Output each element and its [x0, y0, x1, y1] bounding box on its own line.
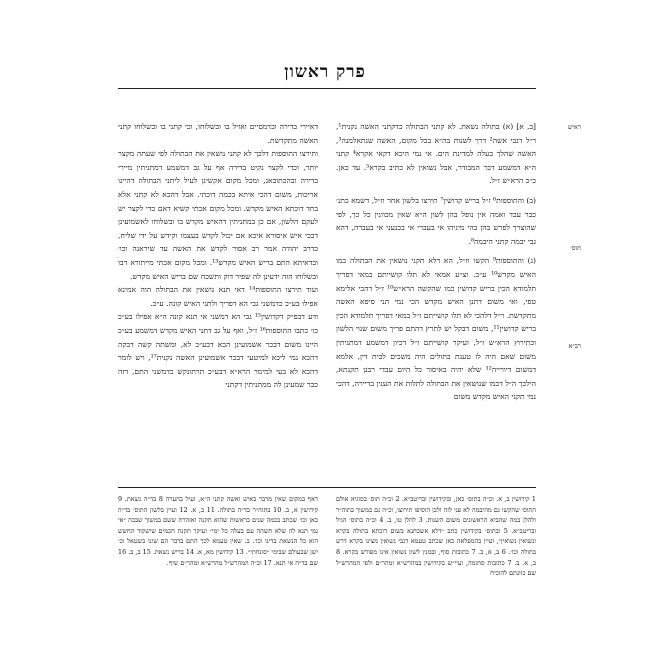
margin-label-rosh: ראיש	[567, 123, 581, 131]
margin-label-tosafot: תוס׳	[570, 244, 581, 252]
footnote-rule	[118, 487, 536, 488]
paragraph: [ב, א] (א) בתולה נשאת. לא קתני הבתולה כדקתני האשה נקנית¹, ר״ל דגבי אשה² דרך לשנות בה״א בכל מקום, האשה שנתאלמנה³, האשה שהלך בעלה למדינת הים. אי נמי היכא דקאי אקרא⁴ קתני ה״א דמשמע דבר המבודר, אבל נשואין לא כתיב בקרא⁵. עד כאן. כ״כ הרא״ש ז״ל.	[336, 122, 536, 186]
paragraph: ותירצו התוספות דלכך לא קתני נושאין את הבתולה לפי שעתה מקצר יותר, וכדי לקצר נקיט בדירה אף על גב דמשמע דמתניתין מיירי בדירה ובהכתובאג, ומכל מקום אקשינן לעיל ליתני הבתולה דהיינו אריכות, משום דהכי איתא בכמה דוכתי. אבל דהכא לא קתני אלא בחד דוכתא האיש מקדש. ומכל מקום אכתי קשיא דאם כדי לקצר יש לעקם הלשון, אם כן במתניתין דהאיש מקדש בו ובשלוחו לאשמועינן דבכי איש איסורא איכא אם יכול לקדש בעצמו וקידש על ידי שליח, כדרב יהודה אמר רב אסור לקדש את האשה עד שיראנה וכו׳ ובדאיתא התם בריש האיש מקדש¹³. ומכל מקום אכתי מייתורא דבו ובשלוחו הוה ידעינן לה שפיר דוק ותשכח שם בריש האיש מקדש.	[118, 149, 318, 281]
paragraph: (ג) והתוספות⁹ הקשו וז״ל, הא דלא תקני נושאין את הבתולה כמו האיש מקדש¹⁰ ע״כ. וצ״ע אמאי לא תלו קושייתם במאי דפריך תלמודא הכין בריש קדושין כמו שהקשה הרא״ש¹⁰ ז״ל דהכי אלימא טפי, ואי משום דתנן האיש מקדש הכי נמי תני סיפא האשה מתקדשת. ר״ל דלהכי לא תלו קושייתם ז״ל במאי דפריך תלמודא הכין בריש קדושין¹¹, משום דבקל יש לתרץ דהתם פריך משום שנוי הלשון וכתירוץ הרא״ש ז״ל, ועיקר קושייתם ז״ל דכיון דמשמע דמתניתין משום שאם היה לו טענת בתולים היה משכים לבית דין, אלמא דמשום דיורייה¹² שלא יהיה באיסור כל היום עבדי רבנן תקנתא, הילכך ה״ל דכמו שנושאין את הבתולה לתלות את הענין בדיירה, דהכי נמי תקני האיש מקדש משום	[336, 256, 536, 402]
paragraph: ודע דבפ״ק דקדושין¹⁵ גבי הא דמשני אי תנא קונה ה״א אפילו בע״כ כו׳ כתבו התוספות¹⁶ ז״ל, ואף על גב דתני האיש מקדש דמשמע בע״כ היינו משום דבכר אשמועינן הכא דבע״כ לא, ומשתה קשה דבקה דהכא נמי ליכא למיטעי דבכר אשמועינן האשה נקנית¹⁷, ויש לומר דהכא לא בעי למימר הרא״א דבע״כ תרתונקש כדמשני התם, דזה כבר שמעינן לה ממתניתין דקתני	[118, 312, 318, 390]
main-text-right-column	[336, 120, 536, 480]
margin-label-rabbeinu: רב״א	[568, 342, 581, 350]
footnotes-right-column: 1 קידושין ב, א. וכ״ה בתוס׳ כאן, ובקידושין ובריטב״א. 2 וכ״ה תוס׳ בסוגיא אולם התוס׳ שהקשו גם מהיבמה לא פני לזה ולכן הוסיפו תירוצו, וכ״ה גם במשוך בתוה״ר ולהלן במה שהביא הראשונים משום השנות. 3 להלן טו, ב. 4 וכ״ה בתוס׳ הגיל ובריטב״א. 5 ובתוס׳ בקידושין כתב ״דלא אשכחנא בשום דוכתא בתולה בקרא ונשואין נשואין״, ועיין בהמפלאה כאן שכתב טעמא דגבי נשואין מצינו בקרא דרש בתולה וכו׳. 6 ב, א, ב. 7 כתובות סוף, ובמנין לשון נשואין אינו מפורש בקרא. 8 ב, א. ב. 7 כתובות סתומה, ועיי״ש בקידושין במהרש״א ומהר״ם ולפי המהרש״ל שם כוונתם להוכיח	[336, 495, 536, 578]
title-rule	[118, 88, 536, 89]
paragraph: ועוד תירצו התוספות¹⁴ דאי תנא נושאין את הבתולה הוה אמינא אפילו בע״כ כדמשני גבי הא דפריך ולתני האיש קונה. ע״כ.	[118, 285, 318, 308]
paragraph: דאיירי בדירה וכדמסיים ואזיל בו ובשלוחו, וכי קתני בו ובשלוחו קתני האשה מתקדשת.	[118, 122, 318, 145]
main-text-left-column	[118, 120, 318, 480]
paragraph: (ב) והתוספות⁶ ז״ל בריש קדושין⁷ תירצו בלשון אחר וז״ל, דשמא כתנ׳ כבר עבד ואמה אין נופל בהן לשון ה״א שאין מכוונין כל כך, לפי שהוצרך לפרש בהן בהי מיניהו אי בעברי אי בכנעני אי בעברה, דהא גבי יבמה קתני היבמה⁸.	[336, 195, 536, 246]
page-title: פרק ראשון	[284, 62, 366, 82]
footnotes-left-column: דאף במקום שאין מדבר באיש ואשה קתני ה״א, ועיל בהערה 8 בד״ה נשאת. 9 קידושין א, ב. 10 בתוה״ר בד״ה בתולה. 11 ב, א. 12 ועיין בלשון התוס׳ בד״ה כאן וכו׳ שכתב בכמה שנים בראשות שהוא תקנה ואזהרת ששם במשוך שבכה ״אי נמי תנא לה שלא תשהה עם בעלה כל ימי״ ועיקר תקנת חכמים שישקוד החשש הוא כל הנשאת בדינו וכו׳. ב. שאין טעמא לכך התם בדבר הם שונו בשטאל וכ׳ ישן שבעולם שבימי ״סונחתי״. 13 קידושין מא, א. 14 בריש נשאת. 15 ב, ב. 16 שם בד״ה אי תנא. 17 וכ״ה המהרש״ל מהרש״א ומהר״ם שיף.	[118, 495, 318, 567]
